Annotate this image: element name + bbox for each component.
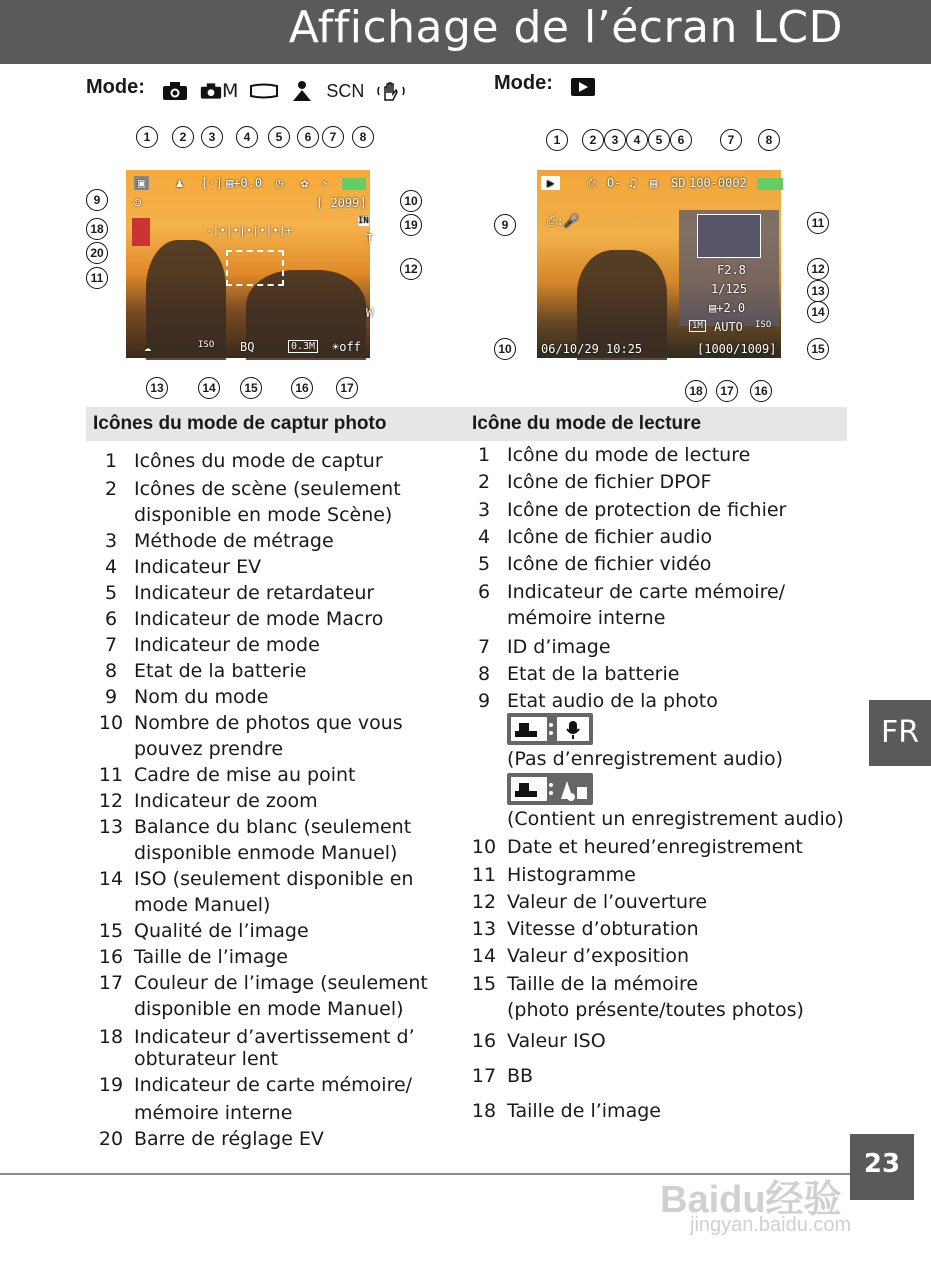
item-text: Etat de la batterie — [134, 660, 307, 682]
slow-shutter-warning-icon — [132, 218, 150, 246]
capture-mode-icons — [162, 80, 406, 102]
item-number: 3 — [104, 530, 118, 552]
item-number: 9 — [477, 690, 491, 712]
capture-callout-17: 17 — [336, 377, 358, 399]
scn-icon: SCN — [326, 80, 365, 101]
item-text: Icône de protection de fichier — [507, 499, 787, 521]
playback-callout-4: 4 — [626, 129, 648, 151]
item-text: Nombre de photos que vous — [134, 712, 403, 734]
item-number: 14 — [471, 945, 497, 967]
item-number: 6 — [104, 608, 118, 630]
protect-icon: O- — [607, 176, 622, 190]
iso-value-icon: ISO — [755, 320, 772, 330]
item-text: Méthode de métrage — [134, 530, 334, 552]
item-number: 7 — [477, 636, 491, 658]
item-text: Taille de l’image — [507, 1100, 661, 1122]
ev-value: +0.0 — [233, 176, 263, 190]
aperture-value: F2.8 — [717, 263, 746, 277]
playback-callout-12: 12 — [807, 258, 829, 280]
zoom-wide-label: W — [366, 306, 374, 320]
playback-callout-13: 13 — [807, 280, 829, 302]
histogram — [697, 214, 761, 258]
video-file-icon: ▤ — [650, 176, 658, 190]
item-number: 7 — [104, 634, 118, 656]
photo-count-value: 2099 — [330, 196, 360, 210]
shutter-speed-value: 1/125 — [711, 282, 748, 296]
item-text: Taille de la mémoire — [507, 973, 699, 995]
item-text: Barre de réglage EV — [134, 1128, 324, 1150]
photo-count: [ 2099] — [316, 196, 367, 210]
playback-mode-icon: ▶ — [541, 176, 560, 190]
playback-callout-9: 9 — [494, 214, 516, 236]
self-timer-icon: ◷ — [276, 176, 284, 190]
item-number: 12 — [471, 891, 497, 913]
item-number: 13 — [98, 816, 124, 838]
item-text: Vitesse d’obturation — [507, 918, 699, 940]
stabilizer-icon — [376, 81, 406, 101]
item-text: mode Manuel) — [134, 894, 271, 916]
playback-callout-16: 16 — [750, 380, 772, 402]
capture-mode-label: Mode: — [86, 76, 145, 98]
item-number: 5 — [104, 582, 118, 604]
quality-icon: BQ — [240, 340, 255, 354]
item-number: 20 — [98, 1128, 124, 1150]
item-number: 16 — [98, 946, 124, 968]
playback-callout-8: 8 — [758, 129, 780, 151]
capture-callout-2: 2 — [172, 126, 194, 148]
play-icon — [571, 78, 595, 96]
watermark-url: jingyan.baidu.com — [690, 1214, 852, 1236]
capture-callout-18: 18 — [86, 218, 108, 240]
capture-callout-7: 7 — [322, 126, 344, 148]
item-text: Indicateur de mode — [134, 634, 320, 656]
playback-callout-18: 18 — [685, 380, 707, 402]
dpof-icon: ⎙ — [587, 176, 597, 190]
item-number: 9 — [104, 686, 118, 708]
item-text: ID d’image — [507, 636, 611, 658]
item-number: 3 — [477, 499, 491, 521]
item-text: Valeur d’exposition — [507, 945, 689, 967]
playback-callout-11: 11 — [807, 212, 829, 234]
watermark-brand: Baidu经验 — [660, 1179, 842, 1221]
item-text: Balance du blanc (seulement — [134, 816, 412, 838]
item-number: 15 — [471, 973, 497, 995]
item-number: 17 — [471, 1065, 497, 1087]
item-text: ISO (seulement disponible en — [134, 868, 414, 890]
page-title: Affichage de l’écran LCD — [288, 2, 843, 53]
item-number: 6 — [477, 581, 491, 603]
item-number: 11 — [98, 764, 124, 786]
capture-callout-12: 12 — [400, 258, 422, 280]
section-heading-bar — [86, 407, 847, 441]
item-text: pouvez prendre — [134, 738, 284, 760]
capture-callout-14: 14 — [198, 377, 220, 399]
playback-callout-3: 3 — [604, 129, 626, 151]
item-text: Icône de fichier audio — [507, 526, 713, 548]
capture-callout-20: 20 — [86, 242, 108, 264]
item-text: Icône du mode de lecture — [507, 444, 751, 466]
color-value: off — [339, 340, 361, 354]
item-text: Indicateur EV — [134, 556, 262, 578]
capture-heading: Icônes du mode de captur photo — [93, 413, 387, 434]
item-text: disponible en mode Manuel) — [134, 998, 404, 1020]
exposure-value-text: +2.0 — [716, 301, 746, 315]
playback-callout-10: 10 — [494, 338, 516, 360]
playback-callout-2: 2 — [582, 129, 604, 151]
item-text: Couleur de l’image (seulement — [134, 972, 428, 994]
item-text: Icône de fichier DPOF — [507, 471, 712, 493]
playback-size-icon: 1M — [689, 320, 706, 332]
camera-icon — [162, 81, 188, 101]
item-number: 12 — [98, 790, 124, 812]
item-number: 1 — [104, 450, 118, 472]
item-text: (Contient un enregistrement audio) — [507, 808, 844, 830]
item-text: Cadre de mise au point — [134, 764, 356, 786]
item-number: 1 — [477, 444, 491, 466]
capture-callout-10: 10 — [400, 190, 422, 212]
item-number: 2 — [477, 471, 491, 493]
playback-callout-7: 7 — [720, 129, 742, 151]
camera-manual-letter: M — [222, 80, 239, 102]
item-number: 19 — [98, 1074, 124, 1096]
title-bar — [0, 0, 931, 64]
battery-icon — [342, 178, 366, 190]
scene-icon: ♟ — [176, 176, 184, 190]
item-number: 16 — [471, 1030, 497, 1052]
item-text: Etat audio de la photo — [507, 690, 718, 712]
record-date: 06/10/29 10:25 — [541, 342, 643, 356]
capture-callout-5: 5 — [268, 126, 290, 148]
item-text: Indicateur de mode Macro — [134, 608, 384, 630]
capture-callout-13: 13 — [146, 377, 168, 399]
item-text: Indicateur de carte mémoire/ — [507, 581, 786, 603]
mode-name-icon: ☺ — [134, 196, 142, 210]
item-text: Qualité de l’image — [134, 920, 309, 942]
item-number: 8 — [477, 663, 491, 685]
item-text: disponible enmode Manuel) — [134, 842, 398, 864]
item-number: 18 — [471, 1100, 497, 1122]
capture-callout-8: 8 — [352, 126, 374, 148]
item-text: Indicateur d’avertissement d’ — [134, 1026, 415, 1048]
item-text: Nom du mode — [134, 686, 269, 708]
zoom-tele-label: T — [366, 232, 374, 246]
playback-battery-icon — [757, 178, 783, 190]
item-text: Indicateur de zoom — [134, 790, 318, 812]
item-number: 2 — [104, 478, 118, 500]
item-number: 15 — [98, 920, 124, 942]
file-id: 100-0002 — [689, 176, 747, 190]
flash-mode-icon: ⚡ — [321, 176, 329, 190]
item-text: Valeur de l’ouverture — [507, 891, 708, 913]
sd-card-icon: SD — [671, 176, 686, 190]
item-text: Date et heured’enregistrement — [507, 836, 803, 858]
no-audio-icon-box — [507, 713, 593, 745]
focus-frame — [226, 250, 284, 286]
playback-callout-14: 14 — [807, 301, 829, 323]
ev-indicator: ▤+0.0 — [226, 176, 263, 190]
item-text: Histogramme — [507, 864, 636, 886]
item-text: obturateur lent — [134, 1048, 279, 1070]
memory-indicator: IN — [358, 216, 369, 226]
playback-callout-5: 5 — [648, 129, 670, 151]
white-balance-icon: ☁ — [144, 340, 152, 354]
capture-callout-3: 3 — [201, 126, 223, 148]
camera-manual-icon — [200, 80, 238, 102]
item-text: BB — [507, 1065, 534, 1087]
playback-callout-15: 15 — [807, 338, 829, 360]
iso-icon: ISO — [198, 340, 215, 350]
item-number: 10 — [98, 712, 124, 734]
capture-callout-11: 11 — [86, 267, 108, 289]
item-text: Icône de fichier vidéo — [507, 553, 712, 575]
capture-callout-19: 19 — [400, 214, 422, 236]
item-number: 14 — [98, 868, 124, 890]
language-tab: FR — [869, 700, 931, 766]
image-size-icon: 0.3M — [288, 340, 318, 353]
audio-file-icon: ♫ — [629, 176, 637, 190]
panorama-icon — [250, 83, 278, 99]
item-number: 13 — [471, 918, 497, 940]
item-text: Valeur ISO — [507, 1030, 606, 1052]
item-text: mémoire interne — [507, 607, 666, 629]
item-text: Icônes de scène (seulement — [134, 478, 401, 500]
exposure-value: ▤+2.0 — [709, 301, 746, 315]
has-audio-icon-box — [507, 773, 593, 805]
capture-callout-9: 9 — [86, 189, 108, 211]
item-number: 10 — [471, 836, 497, 858]
item-number: 4 — [104, 556, 118, 578]
capture-callout-1: 1 — [136, 126, 158, 148]
page-number: 23 — [850, 1134, 914, 1200]
item-text: mémoire interne — [134, 1102, 293, 1124]
playback-callout-1: 1 — [546, 129, 568, 151]
item-number: 17 — [98, 972, 124, 994]
item-text: Etat de la batterie — [507, 663, 680, 685]
capture-callout-16: 16 — [291, 377, 313, 399]
item-text: Indicateur de carte mémoire/ — [134, 1074, 413, 1096]
item-text: disponible en mode Scène) — [134, 504, 393, 526]
macro-icon: ✿ — [301, 176, 309, 190]
item-text: Indicateur de retardateur — [134, 582, 375, 604]
item-number: 8 — [104, 660, 118, 682]
playback-callout-17: 17 — [716, 380, 738, 402]
zoom-bar — [377, 264, 379, 304]
capture-callout-15: 15 — [240, 377, 262, 399]
scene-portrait-icon — [290, 80, 314, 102]
item-number: 11 — [471, 864, 497, 886]
item-text: Taille de l’image — [134, 946, 288, 968]
ev-adjust-bar: -|•|•|•|•|•|+ — [206, 224, 293, 237]
image-count: [1000/1009] — [697, 342, 777, 356]
metering-icon: [·] — [201, 176, 223, 190]
no-audio-icon — [507, 713, 593, 745]
capture-lcd-screen — [126, 170, 374, 358]
playback-callout-6: 6 — [670, 129, 692, 151]
item-number: 18 — [98, 1026, 124, 1048]
playback-mode-label: Mode: — [494, 72, 553, 94]
has-audio-icon — [507, 773, 593, 805]
item-text: Icônes du mode de captur — [134, 450, 383, 472]
item-number: 4 — [477, 526, 491, 548]
playback-lcd-screen — [537, 170, 781, 358]
capture-mode-icon: ▣ — [134, 176, 149, 190]
item-text: (photo présente/toutes photos) — [507, 999, 804, 1021]
item-text: (Pas d’enregistrement audio) — [507, 748, 784, 770]
color-icon: ☀off — [332, 340, 361, 354]
playback-heading: Icône du mode de lecture — [472, 413, 702, 434]
photo-audio-icon: ⎙:🎤 — [547, 214, 579, 228]
capture-callout-6: 6 — [297, 126, 319, 148]
item-number: 5 — [477, 553, 491, 575]
capture-callout-4: 4 — [236, 126, 258, 148]
white-balance-value: AUTO — [714, 320, 743, 334]
